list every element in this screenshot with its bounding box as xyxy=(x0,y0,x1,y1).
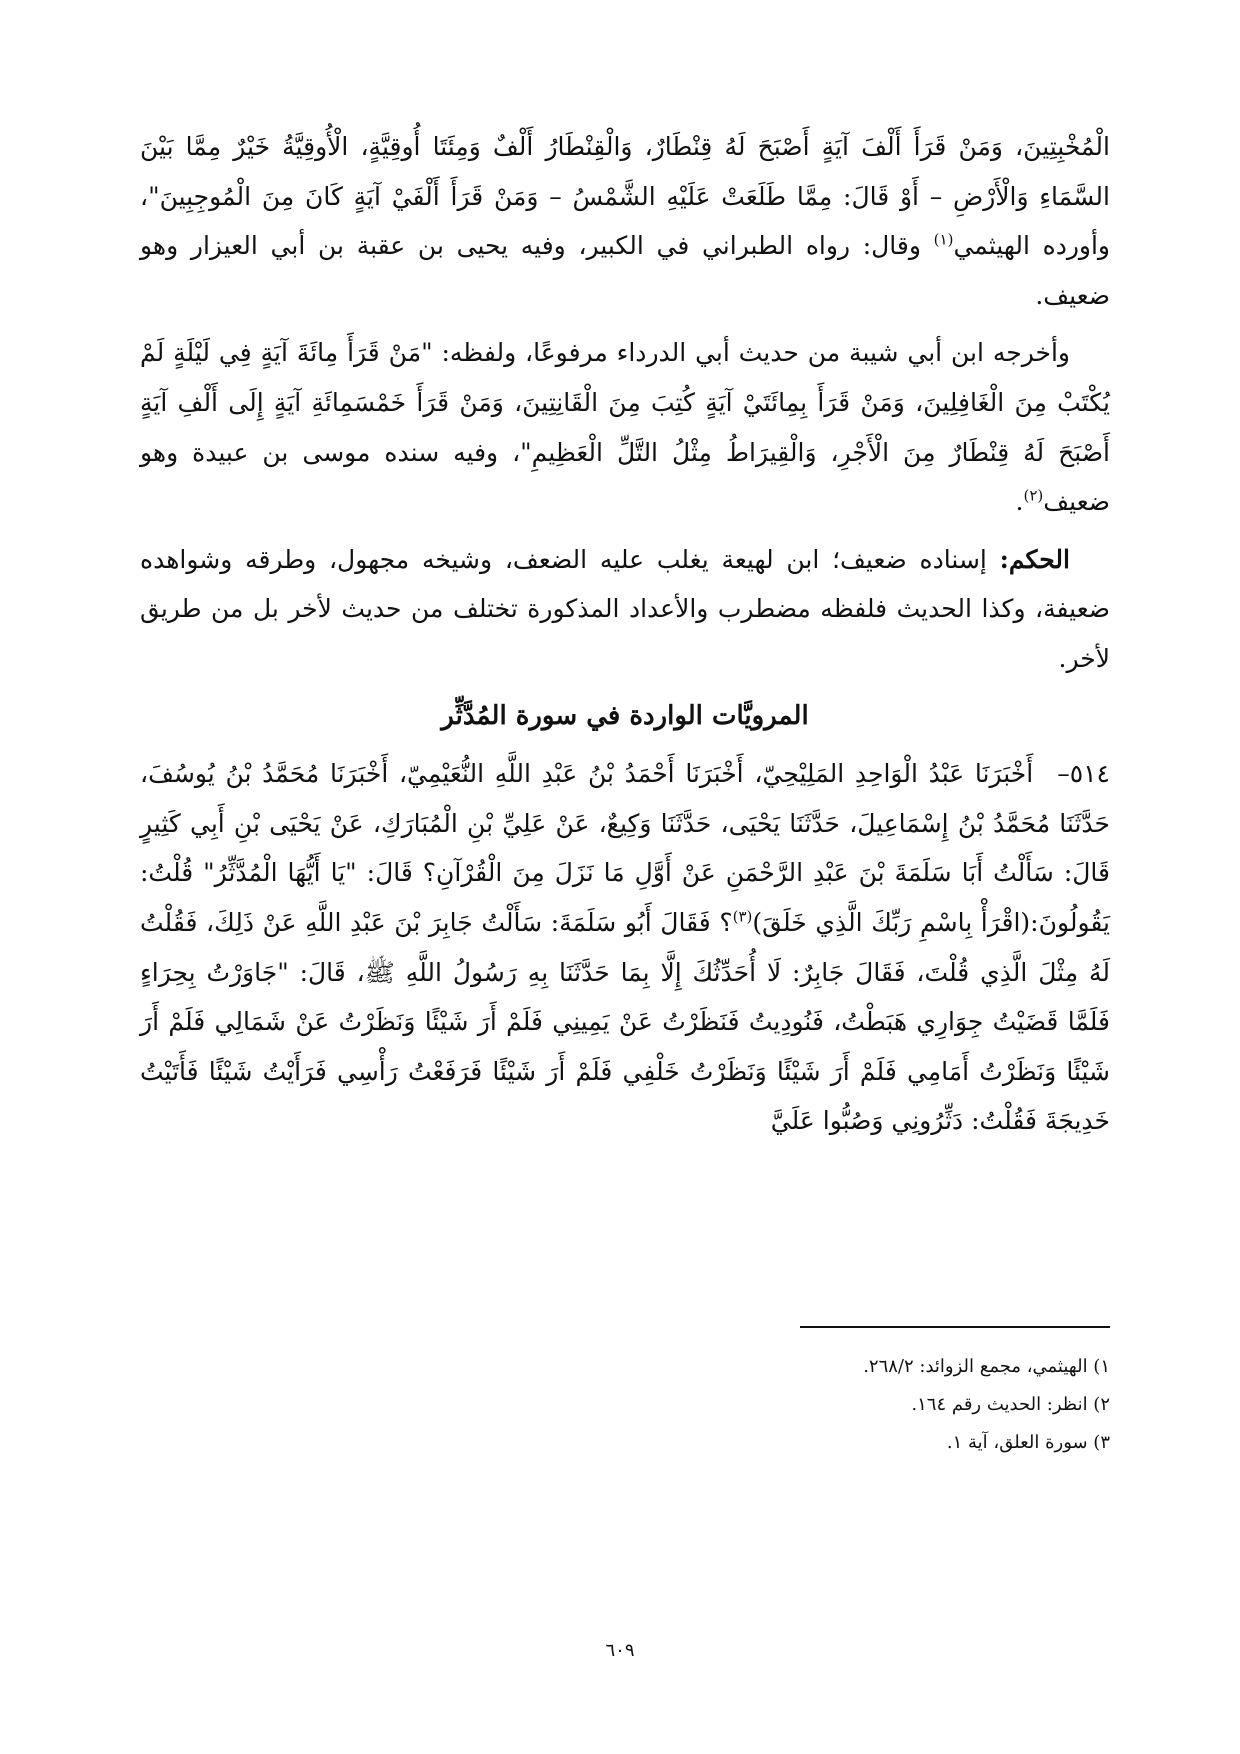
footnote-ref-1[interactable]: (١) xyxy=(933,230,954,249)
page-number: ٦٠٩ xyxy=(605,1640,635,1661)
footnote-1: ١) الهيثمي، مجمع الزوائد: ٢٦٨/٢. xyxy=(863,1356,1110,1377)
main-text xyxy=(140,122,1110,1154)
footnote-2: ٢) انظر: الحديث رقم ١٦٤. xyxy=(911,1394,1110,1415)
ruling-paragraph: الحكم: إسناده ضعيف؛ ابن لهيعة يغلب عليه الضعف، وشيخه مجهول، وطرقه وشواهده ضعيفة، وكذا الحديث فلفظه مضطرب والأعداد المذكورة تختلف من حديث لأخر بل من طريق لأخر. xyxy=(140,544,1110,673)
footnote-divider xyxy=(800,1326,1110,1328)
hadith-number: ٥١٤– xyxy=(1057,759,1110,789)
ruling-label: الحكم: xyxy=(999,544,1070,574)
footnote-ref-3[interactable]: (٣) xyxy=(732,907,753,926)
footnote-ref-2[interactable]: (٢) xyxy=(1023,486,1044,505)
section-heading: المرويَّات الواردة في سورة المُدَّثِّر xyxy=(441,700,809,731)
paragraph-2: وأخرجه ابن أبي شيبة من حديث أبي الدرداء مرفوعًا، ولفظه: "مَنْ قَرَأَ مِائَةَ آيَةٍ فِي لَيْلَةٍ لَمْ يُكْتَبْ مِنَ الْغَافِلِينَ، وَمَنْ قَرَأَ بِمِائَتَيْ آيَةٍ كُتِبَ مِنَ الْقَانِتِينَ، وَمَنْ قَرَأَ خَمْسَمِائَةِ آيَةٍ إِلَى أَلْفِ آيَةٍ أَصْبَحَ لَهُ قِنْطَارٌ مِنَ الْأَجْرِ، وَالْقِيرَاطُ مِثْلُ التَّلِّ الْعَظِيمِ"، وفيه سنده موسى بن عبيدة وهو ضعيف$^{(٢)}$. xyxy=(140,338,1110,517)
hadith-514: ٥١٤–أَخْبَرَنَا عَبْدُ الْوَاحِدِ المَلِيْحِيّ، أَخْبَرَنَا أَحْمَدُ بْنُ عَبْدِ اللَّهِ النُّعَيْمِيّ، أَخْبَرَنَا مُحَمَّدُ بْنُ يُوسُفَ، حَدَّثَنَا مُحَمَّدُ بْنُ إِسْمَاعِيلَ، حَدَّثَنَا يَحْيَى، حَدَّثَنَا وَكِيعٌ، عَنْ عَلِيِّ بْنِ الْمُبَارَكِ، عَنْ يَحْيَى بْنِ أَبِي كَثِيرٍ قَالَ: سَأَلْتُ أَبَا سَلَمَةَ بْنَ عَبْدِ الرَّحْمَنِ عَنْ أَوَّلِ مَا نَزَلَ مِنَ الْقُرْآنِ؟ قَالَ: "يَا أَيُّهَا الْمُدَّثِّرُ" قُلْتُ: يَقُولُونَ:(اقْرَأْ بِاسْمِ رَبِّكَ الَّذِي خَلَقَ)$^{(٣)}$؟ فَقَالَ أَبُو سَلَمَةَ: سَأَلْتُ جَابِرَ بْنَ عَبْدِ اللَّهِ عَنْ ذَلِكَ، فَقُلْتُ لَهُ مِثْلَ الَّذِي قُلْتَ، فَقَالَ جَابِرٌ: لَا أُحَدِّثُكَ إِلَّا بِمَا حَدَّثَنَا بِهِ رَسُولُ اللَّهِ ﷺ، قَالَ: "جَاوَرْتُ بِحِرَاءٍ فَلَمَّا قَضَيْتُ جِوَارِي هَبَطْتُ، فَنُودِيتُ فَنَظَرْتُ عَنْ يَمِينِي فَلَمْ أَرَ شَيْئًا وَنَظَرْتُ عَنْ شَمَالِي فَلَمْ أَرَ شَيْئًا وَنَظَرْتُ أَمَامِي فَلَمْ أَرَ شَيْئًا وَنَظَرْتُ خَلْفِي فَلَمْ أَرَ شَيْئًا فَرَفَعْتُ رَأْسِي فَرَأَيْتُ شَيْئًا فَأَتَيْتُ خَدِيجَةَ فَقُلْتُ: دَثِّرُونِي وَصُبُّوا عَلَيَّ xyxy=(140,749,1110,1146)
footnote-3: ٣) سورة العلق، آية ١. xyxy=(946,1432,1110,1453)
footnotes xyxy=(560,1348,1110,1462)
paragraph-1: الْمُخْبِتِينَ، وَمَنْ قَرَأَ أَلْفَ آيَةٍ أَصْبَحَ لَهُ قِنْطَارٌ، وَالْقِنْطَارُ أَلْفٌ وَمِئَتَا أُوقِيَّةٍ، الْأُوقِيَّةُ خَيْرٌ مِمَّا بَيْنَ السَّمَاءِ وَالْأَرْضِ – أَوْ قَالَ: مِمَّا طَلَعَتْ عَلَيْهِ الشَّمْسُ – وَمَنْ قَرَأَ أَلْفَيْ آيَةٍ كَانَ مِنَ الْمُوجِبِينَ"، وأورده الهيثمي$^{(١)}$ وقال: رواه الطبراني في الكبير، وفيه يحيى بن عقبة بن أبي العيزار وهو ضعيف. xyxy=(140,132,1111,310)
